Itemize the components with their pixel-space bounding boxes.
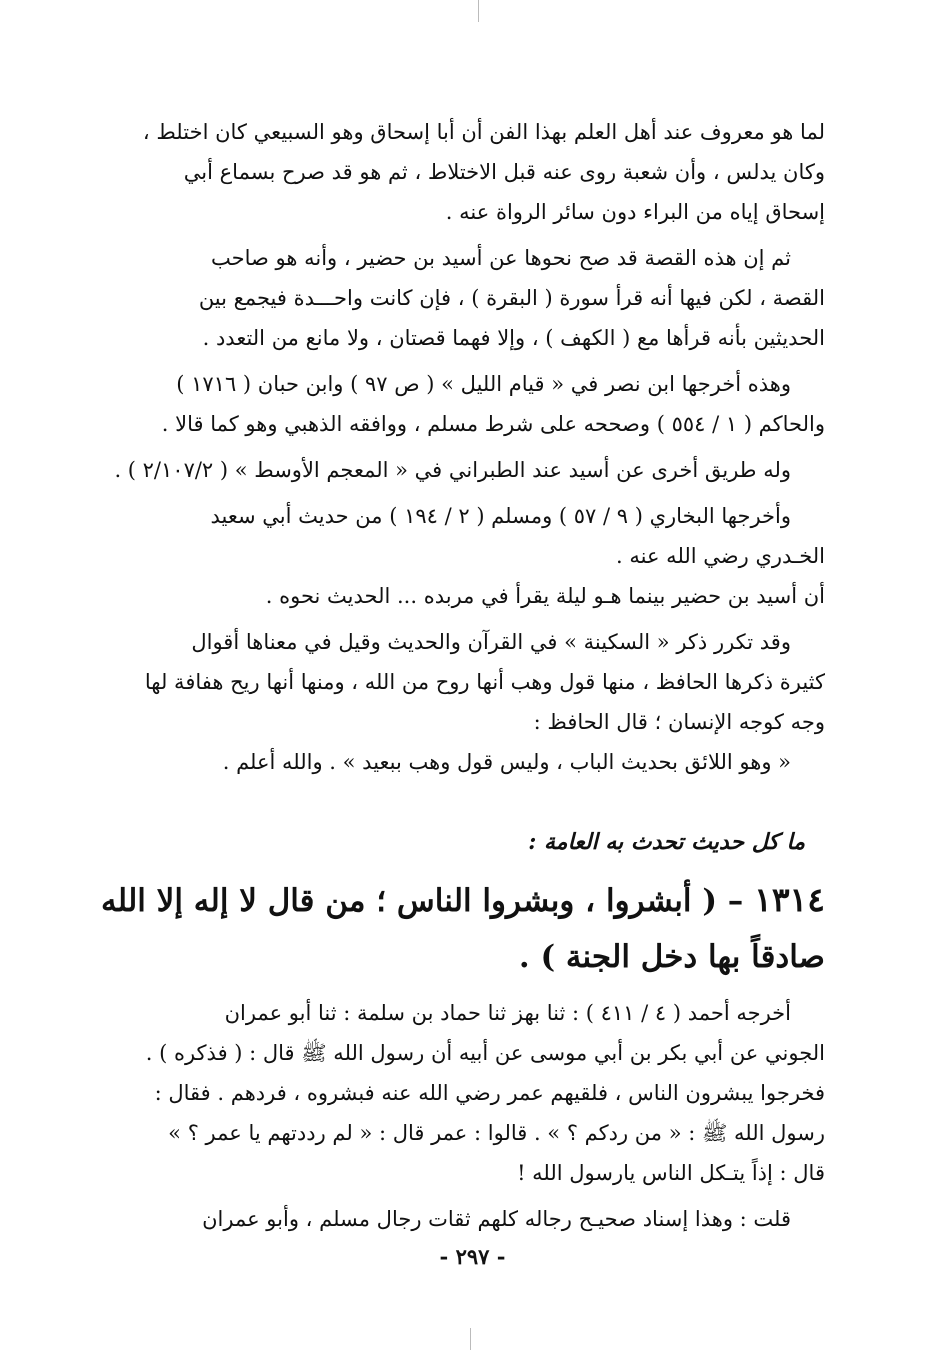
- paragraph-1: [100, 112, 825, 232]
- paragraph-2: [100, 238, 825, 358]
- paragraph-7: [100, 622, 825, 742]
- hadith-line-2: صادقاً بها دخل الجنة ) .: [518, 939, 825, 975]
- text-line: وقد تكرر ذكر « السكينة » في القرآن والحديث وقيل في معناها أقوال: [191, 630, 791, 654]
- section-title: ما كل حديث تحدث به العامة :: [528, 829, 805, 855]
- paragraph-3: [100, 364, 825, 444]
- hadith-line-1: – ( أبشروا ، وبشروا الناس ؛ من قال لا إله إلا الله: [100, 883, 744, 919]
- paragraph-takhrij: [100, 993, 825, 1193]
- page-number: - ٢٩٧ -: [439, 1244, 506, 1269]
- text-line: والحاكم ( ١ / ٥٥٤ ) وصححه على شرط مسلم ، ووافقه الذهبي وهو كما قالا .: [161, 412, 825, 436]
- text-line: قال : إذاً يتـكل الناس يارسول الله !: [517, 1161, 825, 1185]
- hadith-text: [100, 872, 825, 985]
- text-line: رسول الله ﷺ : « من ردكم ؟ » . قالوا : عمر قال : « لم رددتهم يا عمر ؟ »: [168, 1121, 825, 1145]
- text-line: أن أسيد بن حضير بينما هـو ليلة يقرأ في مربده ... الحديث نحوه .: [265, 584, 825, 608]
- paragraph-comment: [100, 1199, 825, 1239]
- text-line: « وهو اللائق بحديث الباب ، وليس قول وهب ببعيد » . والله أعلم .: [222, 750, 791, 774]
- text-line: إسحاق إياه من البراء دون سائر الرواة عنه .: [445, 200, 825, 224]
- text-line: فخرجوا يبشرون الناس ، فلقيهم عمر رضي الله عنه فبشروه ، فردهم . فقال :: [154, 1081, 825, 1105]
- text-line: الخـدري رضي الله عنه .: [616, 544, 825, 568]
- text-line: ثم إن هذه القصة قد صح نحوها عن أسيد بن حضير ، وأنه هو صاحب: [211, 246, 791, 270]
- paragraph-6: [100, 576, 825, 616]
- text-line: وله طريق أخرى عن أسيد عند الطبراني في « المعجم الأوسط » ( ٢/١٠٧/٢ ) .: [114, 458, 791, 482]
- scan-mark-bottom: [470, 1328, 471, 1350]
- text-line: كثيرة ذكرها الحافظ ، منها قول وهب أنها روح من الله ، ومنها أنها ريح هفافة لها: [144, 670, 825, 694]
- text-line: الجوني عن أبي بكر بن أبي موسى عن أبيه أن رسول الله ﷺ قال : ( فذكره ) .: [145, 1041, 825, 1065]
- text-line: قلت : وهذا إسناد صحيـح رجاله كلهم ثقات رجال مسلم ، وأبو عمران: [202, 1207, 791, 1231]
- text-line: وكان يدلس ، وأن شعبة روى عنه قبل الاختلاط ، ثم هو قد صرح بسماع أبي: [183, 160, 825, 184]
- page-body: [100, 112, 825, 1239]
- paragraph-5: [100, 496, 825, 576]
- scan-mark-top: [478, 0, 479, 22]
- text-line: وهذه أخرجها ابن نصر في « قيام الليل » ( ص ٩٧ ) وابن حبان ( ١٧١٦ ): [176, 372, 791, 396]
- text-line: الحديثين بأنه قرأها مع ( الكهف ) ، وإلا فهما قصتان ، ولا مانع من التعدد .: [202, 326, 825, 350]
- text-line: لما هو معروف عند أهل العلم بهذا الفن أن أبا إسحاق وهو السبيعي كان اختلط ،: [142, 120, 825, 144]
- paragraph-8-quote: [100, 742, 825, 782]
- text-line: أخرجه أحمد ( ٤ / ٤١١ ) : ثنا بهز ثنا حماد بن سلمة : ثنا أبو عمران: [224, 1001, 791, 1025]
- text-line: وأخرجها البخاري ( ٩ / ٥٧ ) ومسلم ( ٢ / ١٩٤ ) من حديث أبي سعيد: [210, 504, 791, 528]
- text-line: وجه كوجه الإنسان ؛ قال الحافظ :: [533, 710, 825, 734]
- paragraph-4: [100, 450, 825, 490]
- hadith-number: ١٣١٤: [754, 880, 825, 919]
- text-line: القصة ، لكن فيها أنه قرأ سورة ( البقرة ) ، فإن كانت واحـــدة فيجمع بين: [198, 286, 825, 310]
